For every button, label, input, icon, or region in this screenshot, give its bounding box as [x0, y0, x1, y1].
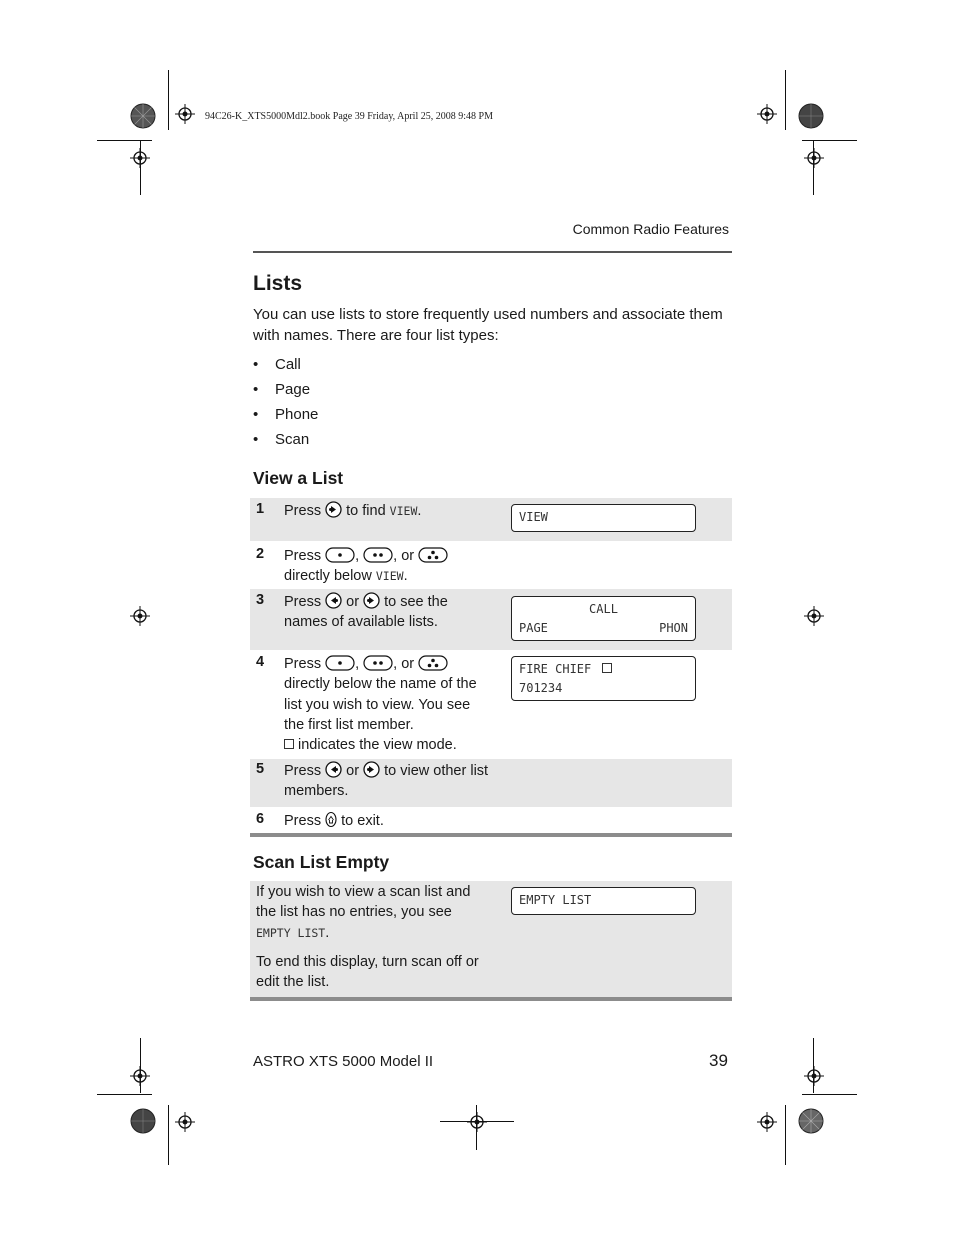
step-number: 5: [256, 761, 265, 777]
registration-mark-icon: [175, 104, 195, 124]
step-row: [250, 759, 732, 807]
menu-button-1-icon: [325, 547, 355, 563]
step-number: 4: [256, 654, 265, 670]
step-row: [250, 541, 732, 589]
nav-right-icon: [325, 501, 342, 518]
page-number: 39: [709, 1051, 728, 1070]
printer-slug: 94C26-K_XTS5000Mdl2.book Page 39 Friday, April 25, 2008 9:48 PM: [205, 111, 493, 122]
color-wheel-icon: [798, 1108, 824, 1134]
step-number: 6: [256, 811, 265, 827]
crop-mark: [476, 1105, 477, 1150]
display-line: CALL: [589, 602, 618, 616]
crop-mark: [168, 70, 169, 130]
step-text: Press or to see the names of available lists.: [284, 594, 448, 631]
section-heading-scan: Scan List Empty: [253, 852, 390, 872]
list-item: • Phone: [253, 404, 318, 429]
crop-mark: [802, 1094, 857, 1095]
list-types: [253, 354, 318, 454]
step-row: [250, 650, 732, 759]
crop-mark: [97, 1094, 152, 1095]
menu-button-3-icon: [418, 655, 448, 671]
display-line: FIRE CHIEF: [519, 660, 688, 679]
registration-mark-icon: [757, 104, 777, 124]
list-item: • Scan: [253, 429, 318, 454]
registration-mark-icon: [804, 148, 824, 168]
step-text: Press , , or directly below VIEW.: [284, 546, 489, 587]
step-row: [250, 589, 732, 650]
list-item: • Call: [253, 354, 318, 379]
list-item: • Page: [253, 379, 318, 404]
step-text: Press , , or directly below the name of the list you wish to view. You see the first list member. indicates the view mode.: [284, 656, 477, 754]
display-line: [519, 619, 688, 638]
crop-mark: [168, 1105, 169, 1165]
home-button-icon: [325, 811, 337, 828]
step-number: 2: [256, 546, 265, 562]
crop-mark: [785, 1105, 786, 1165]
radio-display: [511, 596, 696, 641]
display-line: EMPTY LIST: [519, 893, 592, 907]
table-end-rule: [250, 833, 732, 837]
registration-mark-icon: [757, 1112, 777, 1132]
step-text: Press to find VIEW.: [284, 503, 422, 519]
view-mode-icon: [602, 663, 612, 673]
display-softkey: PHON: [659, 621, 688, 635]
nav-right-icon: [363, 761, 380, 778]
menu-button-2-icon: [363, 655, 393, 671]
registration-mark-icon: [130, 148, 150, 168]
radio-display: [511, 656, 696, 701]
page-title: Lists: [253, 272, 303, 295]
registration-mark-icon: [804, 606, 824, 626]
footer-model: ASTRO XTS 5000 Model II: [253, 1053, 434, 1070]
registration-mark-icon: [175, 1112, 195, 1132]
crop-mark: [440, 1121, 514, 1122]
registration-mark-icon: [130, 606, 150, 626]
section-heading-view: View a List: [253, 468, 344, 488]
table-end-rule: [250, 997, 732, 1001]
scan-row: [250, 881, 732, 997]
running-header: Common Radio Features: [572, 221, 729, 237]
crop-mark: [802, 140, 857, 141]
display-softkey: PAGE: [519, 621, 548, 635]
step-text: Press or to view other list members.: [284, 763, 489, 800]
scan-empty-box: [250, 881, 732, 1001]
intro-paragraph: You can use lists to store frequently used numbers and associate them with names. There are four list types:: [253, 306, 723, 344]
nav-left-icon: [325, 592, 342, 609]
color-wheel-icon: [798, 103, 824, 129]
step-number: 1: [256, 501, 265, 517]
nav-left-icon: [325, 761, 342, 778]
step-row: [250, 498, 732, 541]
menu-button-1-icon: [325, 655, 355, 671]
display-line: VIEW: [519, 510, 548, 524]
step-row: [250, 807, 732, 833]
radio-display: [511, 887, 696, 915]
step-text: Press to exit.: [284, 813, 384, 829]
registration-mark-icon: [130, 1066, 150, 1086]
registration-mark-icon: [804, 1066, 824, 1086]
crop-mark: [785, 70, 786, 130]
menu-button-2-icon: [363, 547, 393, 563]
color-wheel-icon: [130, 1108, 156, 1134]
registration-mark-icon: [467, 1112, 487, 1132]
crop-mark: [97, 140, 152, 141]
radio-display: [511, 504, 696, 532]
nav-right-icon: [363, 592, 380, 609]
step-number: 3: [256, 592, 265, 608]
color-wheel-icon: [130, 103, 156, 129]
view-mode-icon: [284, 739, 294, 749]
steps-table: [250, 498, 732, 837]
scan-text: If you wish to view a scan list and the list has no entries, you see EMPTY LIST. To end this display, turn scan off or edit the list.: [256, 884, 479, 991]
menu-button-3-icon: [418, 547, 448, 563]
display-line: 701234: [519, 681, 563, 695]
header-divider: [253, 251, 732, 253]
